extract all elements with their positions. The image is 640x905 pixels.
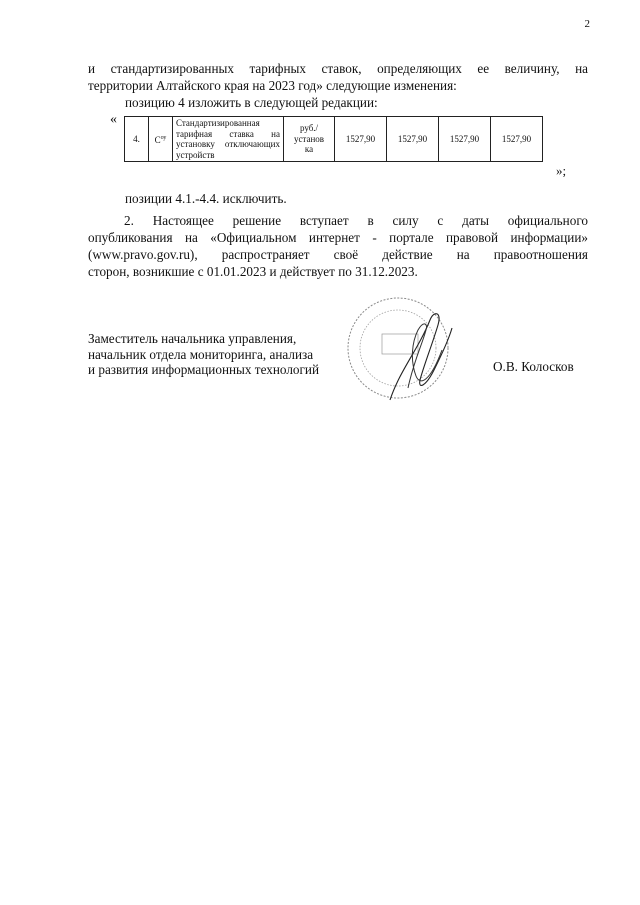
rate-value-4: 1527,90 [491,117,543,162]
intro-line-1: и стандартизированных тарифных ставок, определяющих ее величину, на [88,61,588,76]
rate-code: $С^{оу}$ [149,117,173,162]
clause-2 [88,212,588,280]
position-intro: позицию 4 изложить в следующей редакции: [125,95,378,110]
page-number: 2 [584,18,590,30]
rate-code-sup: оу [160,134,167,141]
signatory-title-line-2: начальник отдела мониторинга, анализа [88,346,314,362]
quote-close: »; [556,163,567,178]
tariff-table [124,116,543,162]
signatory-name: О.В. Колосков [493,359,574,374]
table-row [125,117,543,162]
rate-value-2: 1527,90 [387,117,439,162]
clause-2-line-1: 2. Настоящее решение вступает в силу с даты официального [124,213,588,228]
official-stamp-and-signature [330,290,480,410]
rate-value-3: 1527,90 [439,117,491,162]
clause-2-line-3: (www.pravo.gov.ru), распространяет своё действие на правоотношения [88,247,588,262]
signatory-title-line-1: Заместитель начальника управления, [88,331,297,346]
exclude-text: позиции 4.1.-4.4. исключить. [125,191,287,206]
rate-value-1: 1527,90 [335,117,387,162]
rate-description: Стандартизированная тарифная ставка на установку отключающих устройств [173,117,284,162]
quote-open: « [110,112,117,127]
row-number: 4. [125,117,149,162]
clause-2-line-4: сторон, возникшие с 01.01.2023 и действует по 31.12.2023. [88,264,418,279]
clause-2-line-2: опубликования на «Официальном интернет - портале правовой информации» [88,230,588,245]
signatory-title [88,331,319,378]
rate-unit: руб./ установ ка [284,117,335,162]
intro-line-2: территории Алтайского края на 2023 год» следующие изменения: [88,78,457,93]
signatory-title-line-3: и развития информационных технологий [88,362,320,377]
